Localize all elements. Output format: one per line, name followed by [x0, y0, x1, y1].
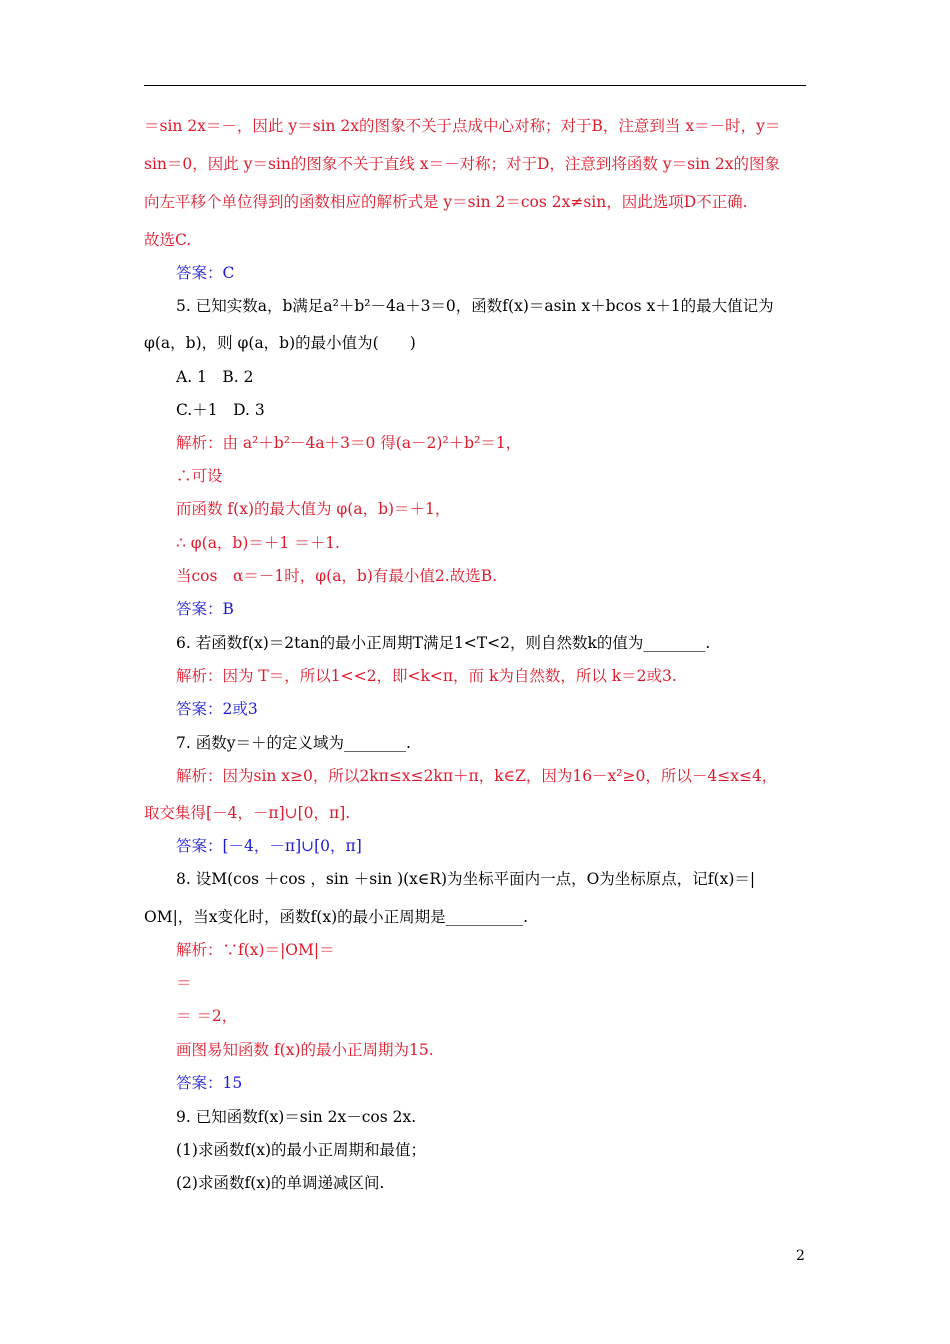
text-line: 解析：因为sin x≥0，所以2kπ≤x≤2kπ＋π，k∈Z，因为16－x²≥0，所以－4≤x≤4， — [176, 767, 778, 785]
text-line: ＝sin 2x＝－，因此 y＝sin 2x的图象不关于点成中心对称；对于B，注意到当 x＝－时，y＝ — [144, 117, 781, 135]
text-line: 故选C. — [144, 231, 192, 249]
text-line: ＝ — [176, 974, 192, 992]
text-line: A. 1 B. 2 — [176, 368, 254, 386]
text-line: 9. 已知函数f(x)＝sin 2x－cos 2x. — [176, 1108, 417, 1126]
text-line: 取交集得[－4，－π]∪[0，π]. — [144, 804, 351, 822]
text-line: ∴ φ(a，b)＝＋1 ＝＋1. — [176, 534, 340, 552]
text-line: sin＝0，因此 y＝sin的图象不关于直线 x＝－对称；对于D，注意到将函数 y＝sin 2x的图象 — [144, 155, 781, 173]
text-line: 解析：由 a²＋b²－4a＋3＝0 得(a－2)²＋b²＝1， — [176, 434, 522, 452]
text-line: 答案：[－4，－π]∪[0，π] — [176, 837, 362, 855]
text-line: 8. 设M(cos ＋cos ，sin ＋sin )(x∈R)为坐标平面内一点，O为坐标原点，记f(x)＝| — [176, 870, 756, 888]
text-line: 答案：C — [176, 264, 235, 282]
text-line: 7. 函数y＝＋的定义域为________. — [176, 734, 411, 752]
header-rule — [144, 85, 806, 86]
text-line: 而函数 f(x)的最大值为 φ(a，b)＝＋1， — [176, 500, 451, 518]
text-line: 解析：∵f(x)＝|OM|＝ — [176, 941, 335, 959]
page-number: 2 — [796, 1248, 805, 1264]
text-line: 答案：B — [176, 600, 234, 618]
text-line: φ(a，b)，则 φ(a，b)的最小值为( ) — [144, 334, 416, 352]
text-line: C.＋1 D. 3 — [176, 401, 265, 419]
text-line: OM|，当x变化时，函数f(x)的最小正周期是__________. — [144, 908, 529, 926]
text-line: 答案：2或3 — [176, 700, 258, 718]
text-line: 5. 已知实数a，b满足a²＋b²－4a＋3＝0，函数f(x)＝asin x＋bcos x＋1的最大值记为 — [176, 297, 774, 315]
text-line: (1)求函数f(x)的最小正周期和最值； — [176, 1141, 427, 1159]
text-line: ∴可设 — [176, 467, 223, 485]
text-line: 向左平移个单位得到的函数相应的解析式是 y＝sin 2＝cos 2x≠sin，因此选项D不正确. — [144, 193, 748, 211]
text-line: 当cos α＝－1时，φ(a，b)有最小值2.故选B. — [176, 567, 498, 585]
text-line: 答案：15 — [176, 1074, 243, 1092]
text-line: 6. 若函数f(x)＝2tan的最小正周期T满足1<T<2，则自然数k的值为________. — [176, 634, 711, 652]
text-line: 画图易知函数 f(x)的最小正周期为15. — [176, 1041, 434, 1059]
text-line: 解析：因为 T＝，所以1<<2，即<k<π，而 k为自然数，所以 k＝2或3. — [176, 667, 677, 685]
text-line: ＝ ＝2， — [176, 1007, 238, 1025]
text-line: (2)求函数f(x)的单调递减区间. — [176, 1174, 385, 1192]
